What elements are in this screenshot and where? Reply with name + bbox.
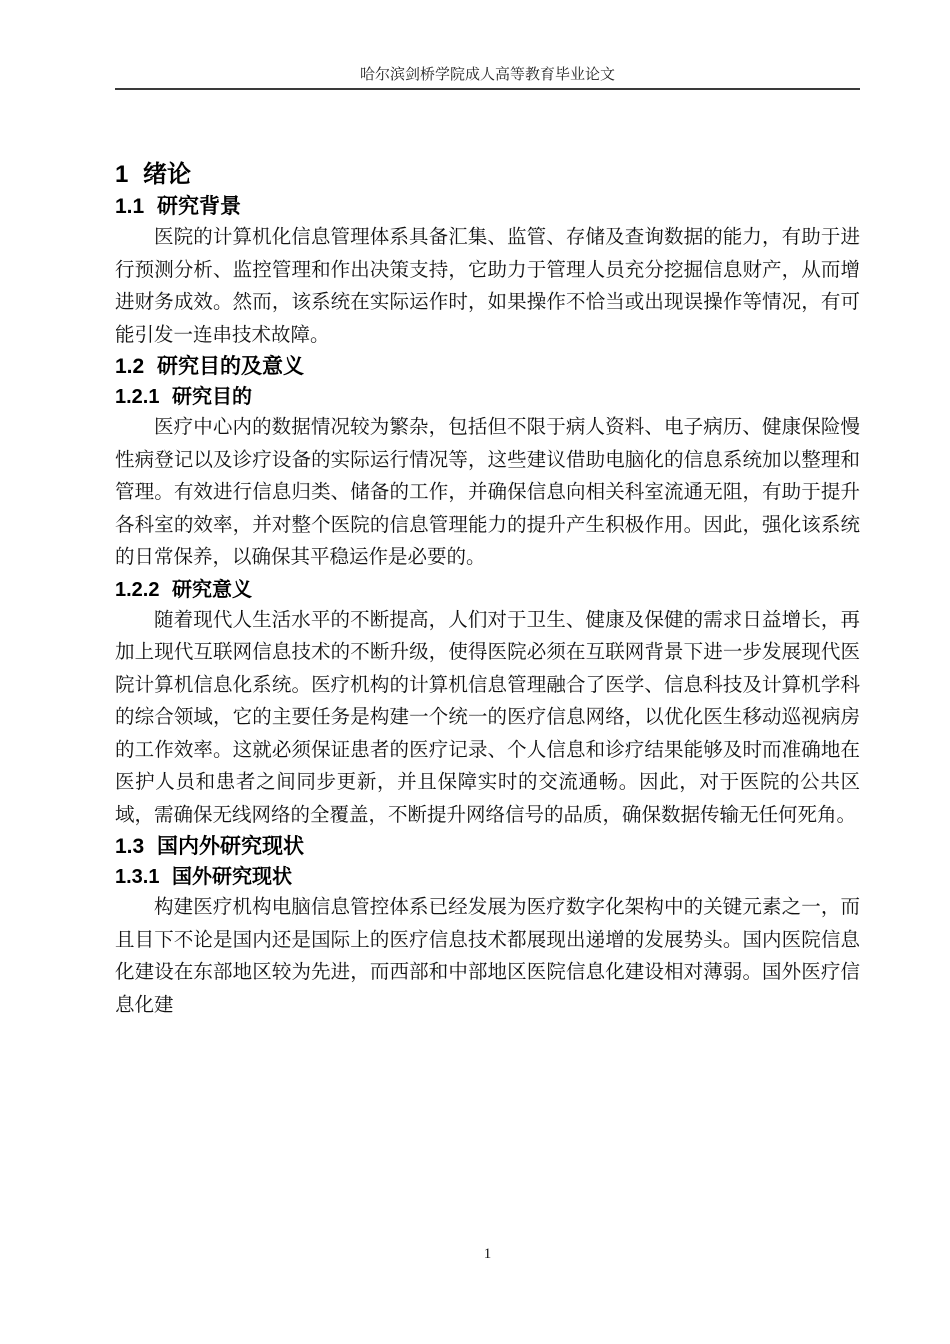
page-footer	[115, 1244, 860, 1264]
paragraph-research-background: 医院的计算机化信息管理体系具备汇集、监管、存储及查询数据的能力，有助于进行预测分析、监控管理和作出决策支持，它助力于管理人员充分挖掘信息财产，从而增进财务成效。然而，该系统在实际运作时，如果操作不恰当或出现误操作等情况，有可能引发一连串技术故障。	[115, 227, 860, 346]
paragraph-research-significance: 随着现代人生活水平的不断提高，人们对于卫生、健康及保健的需求日益增长，再加上现代互联网信息技术的不断升级，使得医院必须在互联网背景下进一步发展现代医院计算机信息化系统。医疗机构的计算机信息管理融合了医学、信息科技及计算机学科的综合领域，它的主要任务是构建一个统一的医疗信息网络，以优化医生移动巡视病房的工作效率。这就必须保证患者的医疗记录、个人信息和诊疗结果能够及时而准确地在医护人员和患者之间同步更新，并且保障实时的交流通畅。因此，对于医院的公共区域，需确保无线网络的全覆盖，不断提升网络信号的品质，确保数据传输无任何死角。	[115, 609, 860, 826]
section-heading-1-2: 1.2 研究目的及意义	[115, 355, 305, 378]
chapter-title: 1 绪论	[115, 161, 192, 188]
section-heading-1-3: 1.3 国内外研究现状	[115, 835, 305, 858]
page-number: 1	[483, 1246, 492, 1262]
paragraph-foreign-research-status: 构建医疗机构电脑信息管控体系已经发展为医疗数字化架构中的关键元素之一，而且目下不论是国内还是国际上的医疗信息技术都展现出递增的发展势头。国内医院信息化建设在东部地区较为先进，而西部和中部地区医院信息化建设相对薄弱。国外医疗信息化建	[115, 897, 860, 1016]
subsection-heading-1-2-2: 1.2.2 研究意义	[115, 578, 253, 601]
section-heading-1-1: 1.1 研究背景	[115, 195, 242, 218]
header-title: 哈尔滨剑桥学院成人高等教育毕业论文	[359, 67, 615, 83]
subsection-heading-1-2-1: 1.2.1 研究目的	[115, 386, 253, 408]
paragraph-research-purpose: 医疗中心内的数据情况较为繁杂，包括但不限于病人资料、电子病历、健康保险慢性病登记以及诊疗设备的实际运行情况等，这些建议借助电脑化的信息系统加以整理和管理。有效进行信息归类、储备的工作，并确保信息向相关科室流通无阻，有助于提升各科室的效率，并对整个医院的信息管理能力的提升产生积极作用。因此，强化该系统的日常保养，以确保其平稳运作是必要的。	[115, 417, 860, 568]
running-header	[115, 0, 860, 90]
subsection-heading-1-3-1: 1.3.1 国外研究现状	[115, 866, 293, 888]
